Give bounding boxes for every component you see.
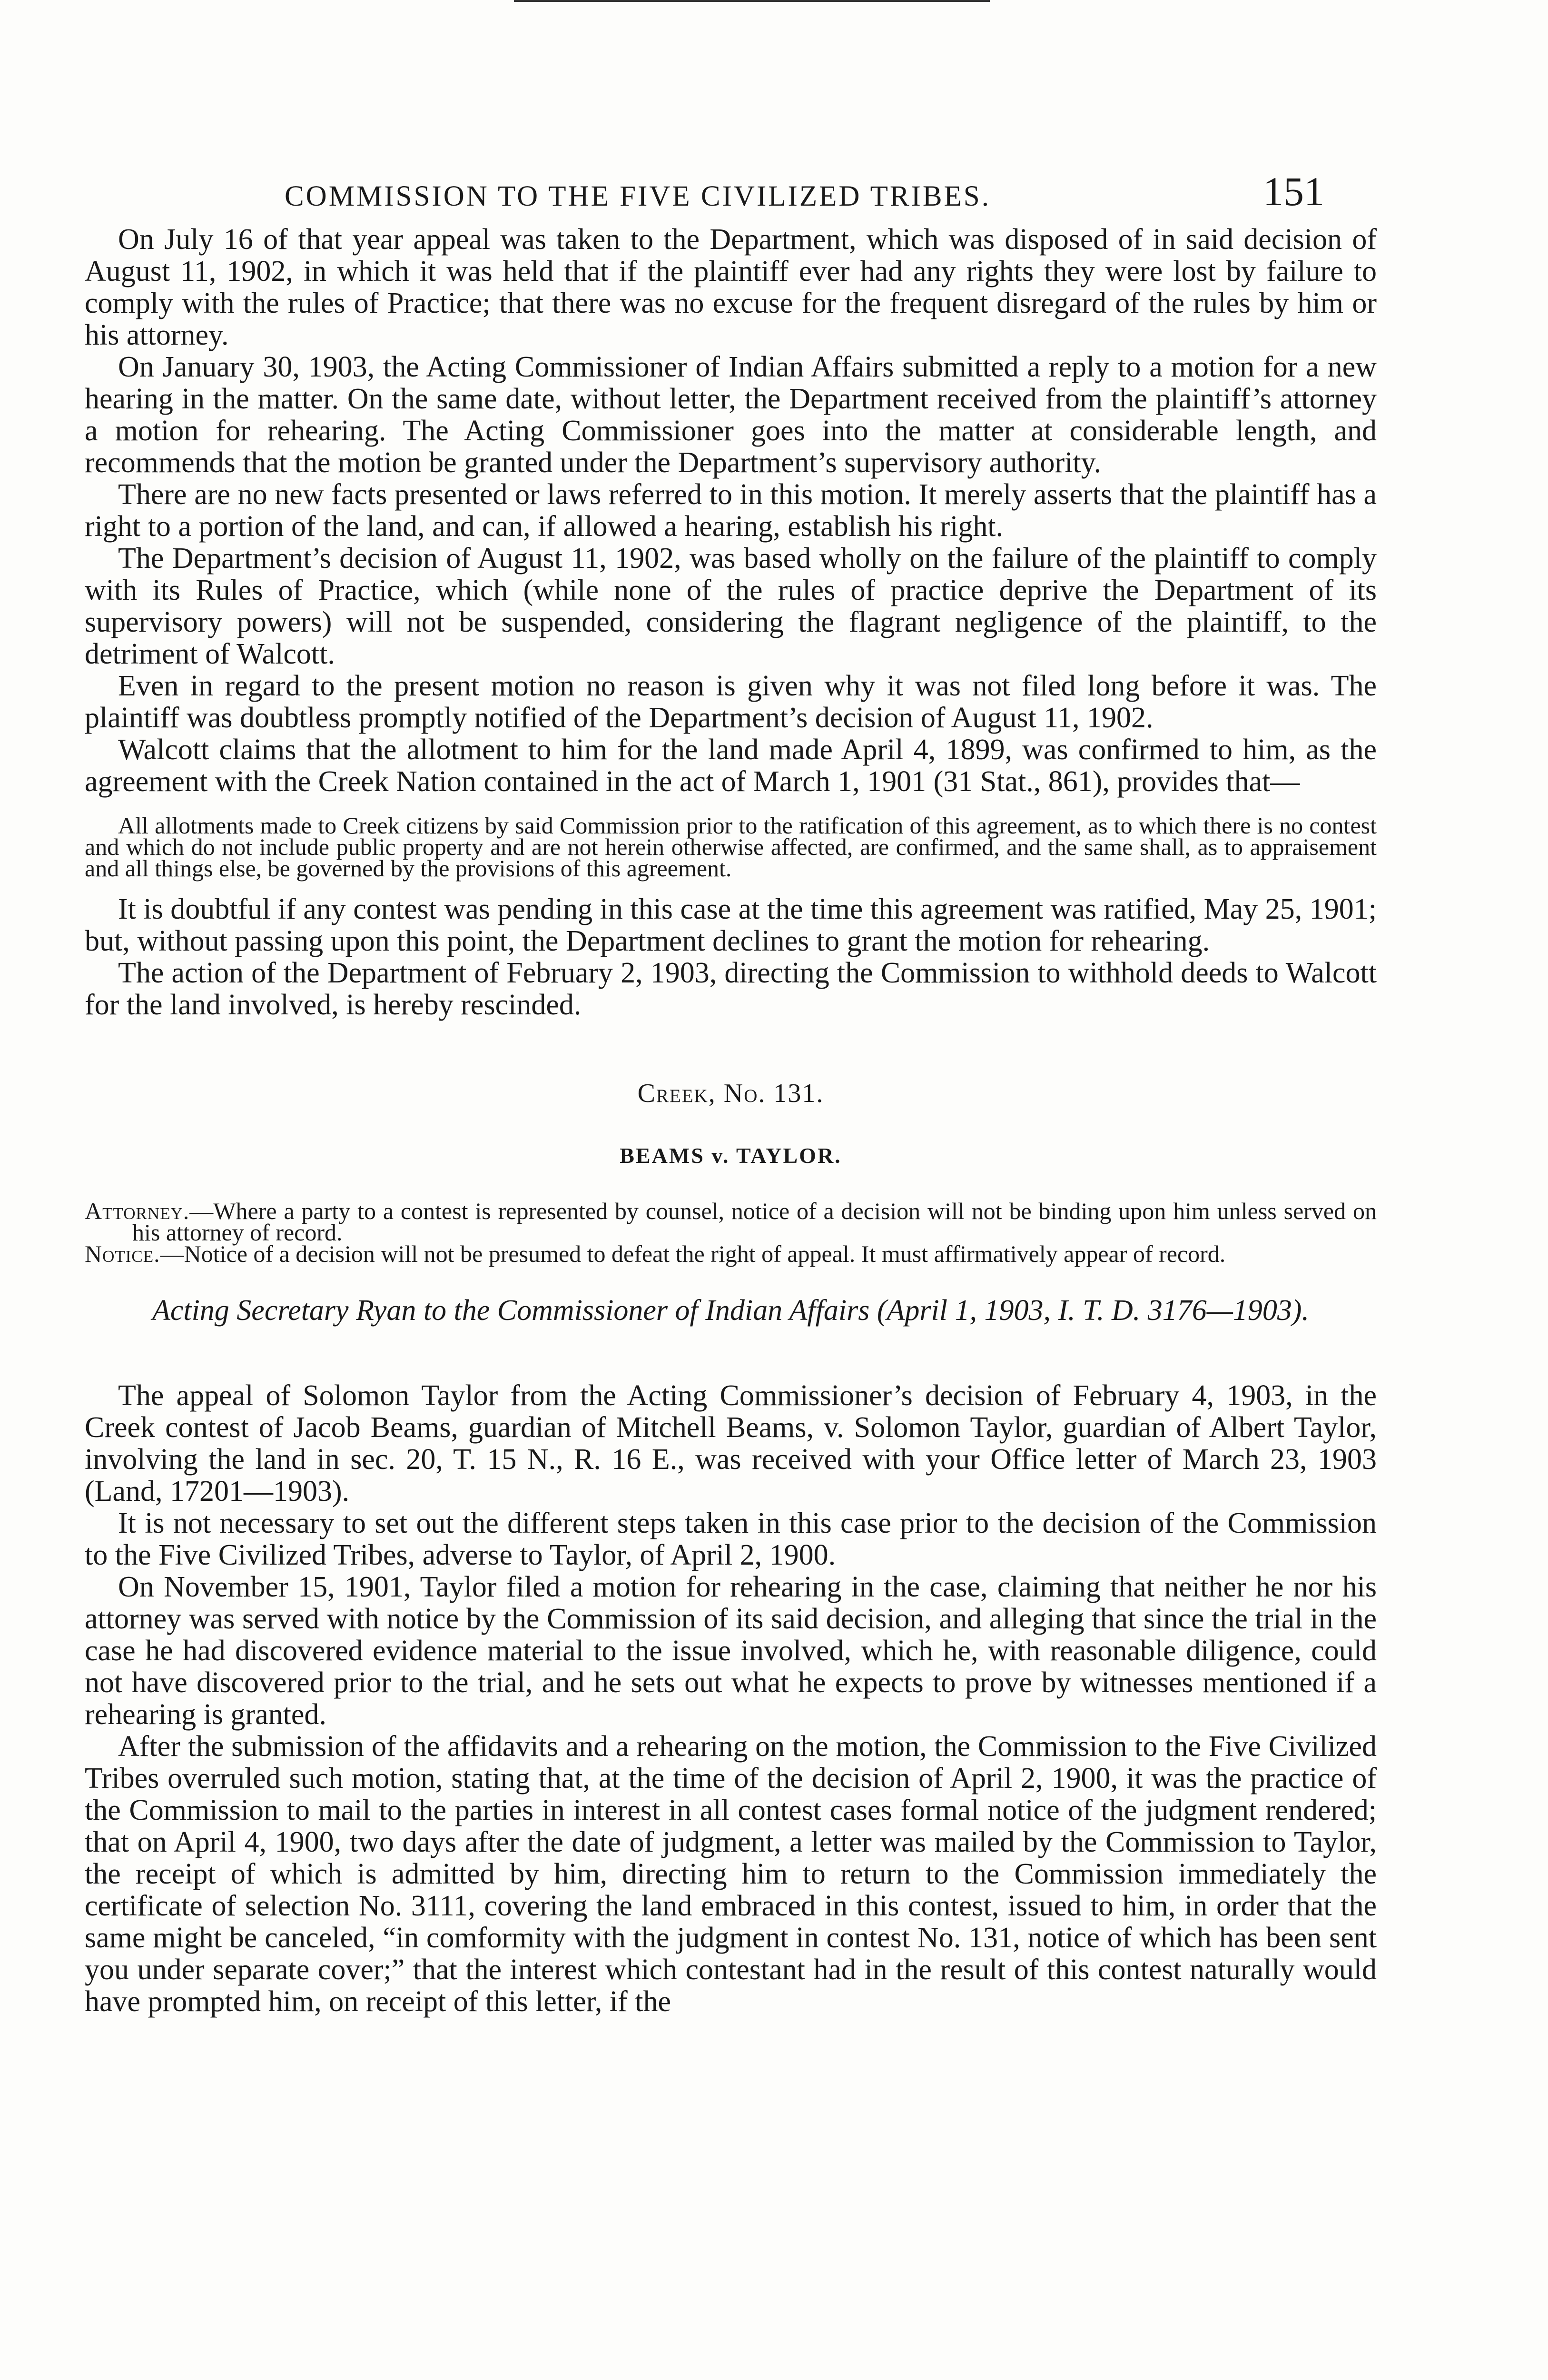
paragraph: The action of the Department of February 2, 1903, directing the Commission to withhold deeds to Walcott for the land involved, is hereby rescinded. (85, 957, 1377, 1021)
paragraph: Walcott claims that the allotment to him for the land made April 4, 1899, was confirmed to him, as the agreement with the Creek Nation contained in the act of March 1, 1901 (31 Stat., 861), provides that— (85, 734, 1377, 798)
paragraph: Even in regard to the present motion no reason is given why it was not filed long before it was. The plaintiff was doubtless promptly notified of the Department’s decision of August 11, 1902. (85, 670, 1377, 734)
case-heading: Creek, No. 131. (637, 1079, 824, 1108)
syllabus-text: —Notice of a decision will not be presumed to defeat the right of appeal. It must affirmatively appear of record. (160, 1240, 1226, 1267)
page-header (85, 0, 1377, 224)
body-section-b (85, 893, 1377, 1021)
syllabus-item (85, 1240, 1377, 1267)
syllabus-item (85, 1198, 1377, 1246)
paragraph: It is not necessary to set out the different steps taken in this case prior to the decision of the Commission to the Five Civilized Tribes, adverse to Taylor, of April 2, 1900. (85, 1507, 1377, 1571)
statute-extract: All allotments made to Creek citizens by said Commission prior to the ratification of this agreement, as to which there is no contest and which do not include public property and are not herein otherwise affected, are confirmed, and the same shall, as to appraisement and all things else, be governed by the provisions of this agreement. (85, 812, 1377, 882)
syllabus-text: —Where a party to a contest is represented by counsel, notice of a decision will not be binding upon him unless served on his attorney of record. (132, 1198, 1377, 1246)
case-title: BEAMS v. TAYLOR. (620, 1143, 842, 1168)
paragraph: On November 15, 1901, Taylor filed a motion for rehearing in the case, claiming that neither he nor his attorney was served with notice by the Commission of its said decision, and alleging that since the trial in the case he had discovered evidence material to the issue involved, which he, with reasonable diligence, could not have discovered prior to the trial, and he sets out what he expects to prove by witnesses mentioned if a rehearing is granted. (85, 1571, 1377, 1731)
paragraph: On July 16 of that year appeal was taken to the Department, which was disposed of in said decision of August 11, 1902, in which it was held that if the plaintiff ever had any rights they were lost by failure to comply with the rules of Practice; that there was no excuse for the frequent disregard of the rules by him or his attorney. (85, 223, 1377, 351)
paragraph: After the submission of the affidavits and a rehearing on the motion, the Commission to the Five Civilized Tribes overruled such motion, stating that, at the time of the decision of April 2, 1900, it was the practice of the Commission to mail to the parties in interest in all contest cases formal notice of the judgment rendered; that on April 4, 1900, two days after the date of judgment, a letter was mailed by the Commission to Taylor, the receipt of which is admitted by him, directing him to return to the Commission immediately the certificate of selection No. 3111, covering the land embraced in this contest, issued to him, in order that the same might be canceled, “in comformity with the judgment in contest No. 131, notice of which has been sent you under separate cover;” that the interest which contestant had in the result of this contest naturally would have prompted him, on receipt of this letter, if the (85, 1730, 1377, 2018)
paragraph: The Department’s decision of August 11, 1902, was based wholly on the failure of the plaintiff to comply with its Rules of Practice, which (while none of the rules of practice deprive the Department of its supervisory powers) will not be suspended, considering the flagrant negligence of the plaintiff, to the detriment of Walcott. (85, 542, 1377, 670)
paragraph: There are no new facts presented or laws referred to in this motion. It merely asserts that the plaintiff has a right to a portion of the land, and can, if allowed a hearing, establish his right. (85, 478, 1377, 543)
paragraph: On January 30, 1903, the Acting Commissioner of Indian Affairs submitted a reply to a motion for a new hearing in the matter. On the same date, without letter, the Department received from the plaintiff’s attorney a motion for rehearing. The Acting Commissioner goes into the matter at considerable length, and recommends that the motion be granted under the Department’s supervisory authority. (85, 351, 1377, 479)
running-head: COMMISSION TO THE FIVE CIVILIZED TRIBES. (285, 180, 991, 212)
syllabus-lead: Attorney. (85, 1198, 190, 1224)
page-number: 151 (1263, 169, 1324, 214)
body-section-c (85, 1380, 1377, 2018)
syllabus-lead: Notice. (85, 1240, 160, 1267)
case-citation: Acting Secretary Ryan to the Commissioner of Indian Affairs (April 1, 1903, I. T. D. 3176—1903). (152, 1294, 1310, 1327)
body-section-a (85, 224, 1377, 798)
paragraph: The appeal of Solomon Taylor from the Acting Commissioner’s decision of February 4, 1903, in the Creek contest of Jacob Beams, guardian of Mitchell Beams, v. Solomon Taylor, guardian of Albert Taylor, involving the land in sec. 20, T. 15 N., R. 16 E., was received with your Office letter of March 23, 1903 (Land, 17201—1903). (85, 1379, 1377, 1507)
syllabus (85, 1200, 1377, 1265)
paragraph: It is doubtful if any contest was pending in this case at the time this agreement was ratified, May 25, 1901; but, without passing upon this point, the Department declines to grant the motion for rehearing. (85, 893, 1377, 957)
